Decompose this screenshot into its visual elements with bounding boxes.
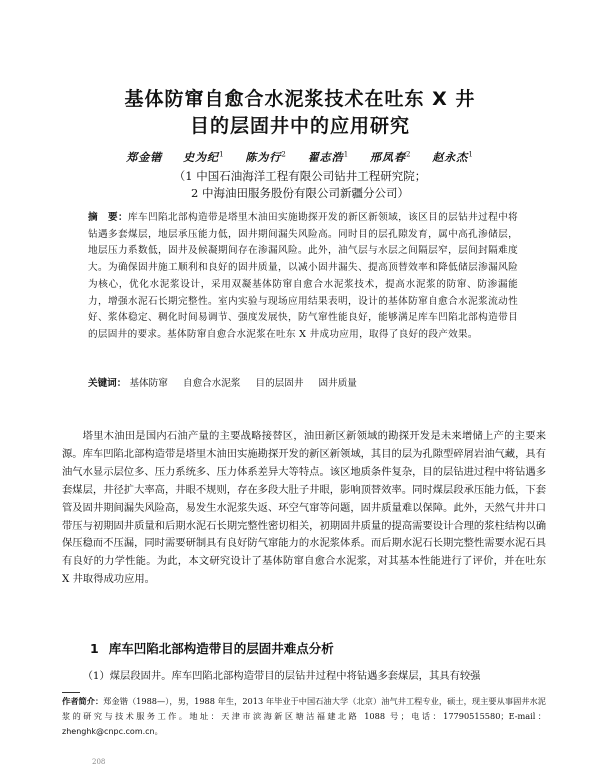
author [183, 151, 224, 164]
section-heading [90, 639, 530, 657]
author-name: 翟志浩 [307, 151, 344, 164]
author-name: 史为纪 [183, 151, 220, 164]
author [432, 151, 473, 164]
author-footnote [62, 694, 546, 739]
author-list [60, 149, 540, 165]
author [370, 151, 411, 164]
affiliation-1: （1 中国石油海洋工程有限公司钻井工程研究院； [173, 169, 427, 183]
keyword: 基体防窜 [129, 378, 168, 389]
footnote-text: 郑金锴（1988—），男，1988 年生，2013 年毕业于中国石油大学（北京）油气井工程专业，硕士，现主要从事固井水泥浆的研究与技术服务工作。地址：天津市滨海新区塘沽福建北路 1088 号；电话：17790515580；E-mail： [62, 696, 546, 721]
author-affil-mark: 2 [281, 150, 287, 159]
footnote-label: 作者简介： [62, 696, 104, 706]
author-name: 赵永杰 [432, 151, 469, 164]
author [126, 151, 162, 164]
author [245, 151, 286, 164]
keywords [88, 377, 518, 391]
keyword: 目的层固井 [255, 378, 304, 389]
abstract-text: 库车凹陷北部构造带是塔里木油田实施勘探开发的新区新领域，该区目的层钻井过程中将钻遇多套煤层，地层承压能力低，固井期间漏失风险高。同时目的层孔隙发育，属中高孔渗储层，地层压力系数低，固井及候凝期间存在渗漏风险。此外，油气层与水层之间隔层窄，层间封隔难度大。为确保固井施工顺利和良好的固井质量，以减小固井漏失、提高顶替效率和降低储层渗漏风险为核心，优化水泥浆设计，采用双凝基体防窜自愈合水泥浆技术，提高水泥浆的防窜、防渗漏能力，增强水泥石长期完整性。室内实验与现场应用结果表明，设计的基体防窜自愈合水泥浆流动性好、浆体稳定、稠化时间易调节、强度发展快，防气窜性能良好，能够满足库车凹陷北部构造带目的层固井的要求。基体防窜自愈合水泥浆在吐东 X 井成功应用，取得了良好的段产效果。 [88, 212, 518, 340]
author-name: 郑金锴 [126, 151, 163, 164]
keywords-label: 关键词： [88, 378, 127, 389]
paper-title-line-2: 目的层固井中的应用研究 [189, 115, 410, 137]
footnote-divider [62, 692, 80, 693]
author-affil-mark: 1 [343, 150, 350, 159]
abstract [88, 210, 518, 344]
author-affil-mark: 2 [406, 150, 412, 159]
keyword: 自愈合水泥浆 [182, 378, 241, 389]
section-number: 1 [90, 641, 99, 656]
subsection-paragraph: （1）煤层段固井。库车凹陷北部构造带目的层钻井过程中将钻遇多套煤层，其具有较强 [82, 670, 481, 682]
author-name: 邢凤春 [370, 151, 406, 164]
author-affil-mark: 1 [219, 150, 225, 159]
page-number: 208 [92, 758, 106, 766]
footnote-email: zhenghk@cnpc.com.cn。 [62, 727, 163, 736]
affiliation-2: 2 中海油田服务股份有限公司新疆分公司） [191, 186, 409, 200]
abstract-label: 摘 要： [88, 212, 129, 223]
author-name: 陈为行 [245, 151, 282, 164]
section-title: 库车凹陷北部构造带目的层固井难点分析 [108, 641, 334, 656]
keyword: 固井质量 [318, 378, 357, 389]
author [308, 151, 349, 164]
author-affil-mark: 1 [468, 150, 474, 159]
intro-paragraph: 塔里木油田是国内石油产量的主要战略接替区，油田新区新领域的勘探开发是未来增储上产的主要来源。库车凹陷北部构造带是塔里木油田实施勘探开发的新区新领域，其目的层为孔隙型碎屑岩油气藏，具有油气水显示层位多、压力系统多、压力体系差异大等特点。该区地质条件复杂，目的层钻进过程中将钻遇多套煤层，井径扩大率高，井眼不规则，存在多段大肚子井眼，影响顶替效率。同时煤层段承压能力低，下套管及固井期间漏失风险高，易发生水泥浆失返、环空气窜等问题，固井质量难以保障。此外，天然气井井口带压与初期固井质量和后期水泥石长期完整性密切相关，初期固井质量的提高需要设计合理的浆柱结构以确保压稳而不压漏，同时需要研制具有良好防气窜能力的水泥浆体系。而后期水泥石长期完整性需要水泥石具有良好的力学性能。为此，本文研究设计了基体防窜自愈合水泥浆，对其基本性能进行了评价，并在吐东 X 井取得成功应用。 [62, 430, 546, 586]
paper-title-line-1: 基体防窜自愈合水泥浆技术在吐东 X 井 [124, 88, 476, 110]
